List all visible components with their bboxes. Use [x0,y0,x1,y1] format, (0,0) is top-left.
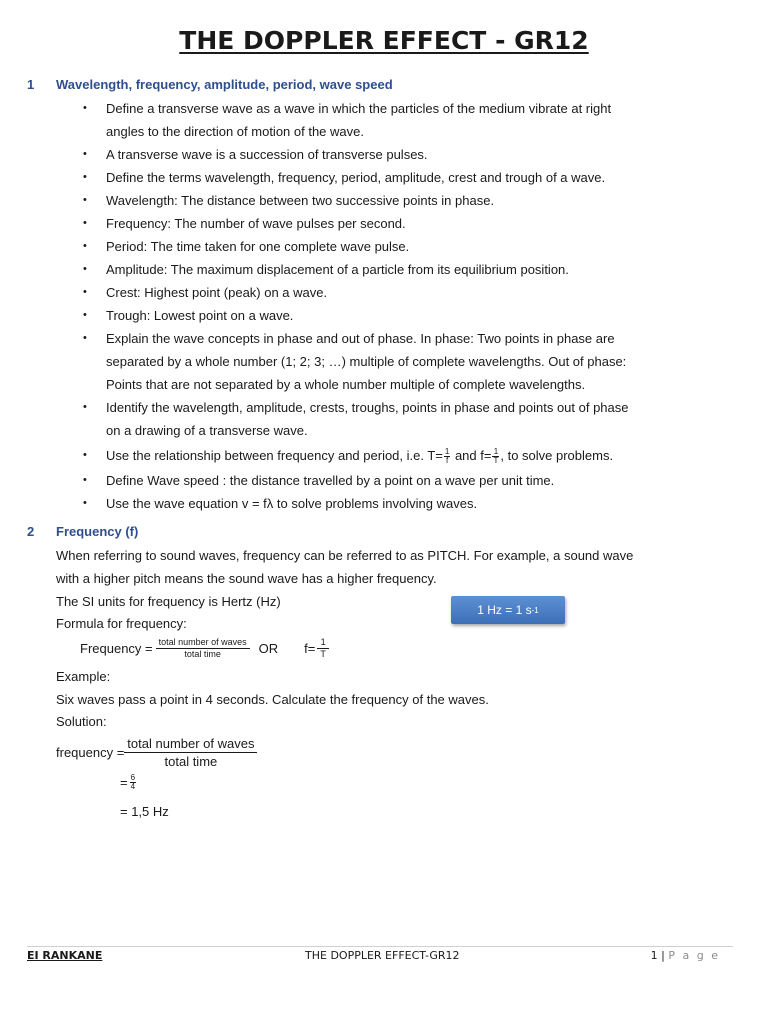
callout-exponent: -1 [531,605,539,615]
bullet-item [80,304,680,327]
frequency-formula [80,637,329,660]
solution-step-2-fraction [130,774,136,791]
solution-step-2-eq: = [120,775,128,790]
relationship-mid: and f= [451,448,492,463]
footer-page-indicator [651,949,720,962]
section-1-number: 1 [27,77,35,92]
page-number: 1 [650,949,658,962]
bullet-text: A transverse wave is a succession of transverse pulses. [106,147,428,162]
bullet-item [80,258,680,281]
section-2-number: 2 [27,524,35,539]
bullet-item [80,396,680,419]
section-1-title: Wavelength, frequency, amplitude, period, wave speed [56,77,393,92]
fraction-denominator: 4 [130,782,136,791]
section-2-heading [27,524,138,539]
bullet-continuation [80,373,680,396]
bullet-text: Wavelength: The distance between two successive points in phase. [106,193,495,208]
solution-result: = 1,5 Hz [120,804,169,819]
bullet-text: Frequency: The number of wave pulses per second. [106,216,406,231]
bullet-item [80,166,680,189]
solution-lhs: frequency = [56,745,125,760]
fraction-1-over-T [492,448,499,465]
si-units-text: The SI units for frequency is Hertz (Hz) [56,594,281,609]
bullet-text: Points that are not separated by a whole number multiple of complete wavelengths. [106,377,586,392]
formula-fraction [156,637,250,660]
fraction-numerator: 1 [444,447,450,457]
solution-fraction [124,735,257,770]
bullet-item [80,235,680,258]
formula-or: OR [258,641,279,656]
pitch-paragraph-line-1: When referring to sound waves, frequency can be referred to as PITCH. For example, a sound wave [56,548,634,563]
callout-base-text: 1 Hz = 1 s [477,603,532,617]
bullet-continuation [80,120,680,143]
formula-label: Formula for frequency: [56,616,187,631]
bullet-text: on a drawing of a transverse wave. [106,423,308,438]
bullet-item [80,143,680,166]
bullet-item-relationship [80,442,680,469]
fraction-denominator: f [446,456,449,466]
bullet-text: angles to the direction of motion of the wave. [106,124,364,139]
bullet-continuation [80,350,680,373]
bullet-text: Identify the wavelength, amplitude, crests, troughs, points in phase and points out of phase [106,400,629,415]
example-text: Six waves pass a point in 4 seconds. Calculate the frequency of the waves. [56,692,489,707]
solution-numerator: total number of waves [124,735,257,753]
relationship-prefix: Use the relationship between frequency and period, i.e. T= [106,448,443,463]
page-separator: | [661,949,665,962]
formula-alt-denominator: T [320,649,326,659]
solution-step-1 [56,735,257,770]
bullet-text: Amplitude: The maximum displacement of a particle from its equilibrium position. [106,262,569,277]
bullet-item [80,492,680,515]
bullet-item [80,281,680,304]
formula-alt-fraction [317,637,329,660]
formula-alt-numerator: 1 [317,637,329,649]
fraction-1-over-f [444,448,450,465]
fraction-numerator: 1 [493,447,499,457]
hertz-callout-box [451,596,565,624]
solution-step-2 [120,774,137,791]
footer-author: EI RANKANE [27,949,103,962]
bullet-item [80,189,680,212]
formula-lhs: Frequency = [80,641,153,656]
bullet-item [80,327,680,350]
bullet-text: Define the terms wavelength, frequency, period, amplitude, crest and trough of a wave. [106,170,606,185]
page-title-text: THE DOPPLER EFFECT - GR12 [179,26,589,55]
bullet-text: Trough: Lowest point on a wave. [106,308,294,323]
relationship-suffix: , to solve problems. [500,448,614,463]
pitch-paragraph-line-2: with a higher pitch means the sound wave has a higher frequency. [56,571,437,586]
solution-label: Solution: [56,714,107,729]
fraction-numerator: 6 [130,773,136,782]
formula-alt-lhs: f= [304,641,316,656]
formula-numerator: total number of waves [156,637,250,649]
bullet-text: separated by a whole number (1; 2; 3; …) multiple of complete wavelengths. Out of phase: [106,354,627,369]
section-2-title: Frequency (f) [56,524,139,539]
bullet-text: Period: The time taken for one complete wave pulse. [106,239,410,254]
bullet-text: Explain the wave concepts in phase and out of phase. In phase: Two points in phase are [106,331,615,346]
bullet-continuation [80,419,680,442]
formula-denominator: total time [184,649,221,659]
bullet-item [80,97,680,120]
bullet-text: Crest: Highest point (peak) on a wave. [106,285,328,300]
bullet-item [80,212,680,235]
footer-divider [27,946,733,947]
page-title [0,26,768,55]
bullet-text: Use the wave equation v = fλ to solve problems involving waves. [106,496,478,511]
solution-denominator: total time [164,754,218,769]
bullet-text: Define Wave speed : the distance travelled by a point on a wave per unit time. [106,473,555,488]
page-word: P a g e [668,949,720,962]
footer-doc-title: THE DOPPLER EFFECT-GR12 [305,949,460,962]
example-label: Example: [56,669,111,684]
section-1-heading [27,77,393,92]
fraction-denominator: T [493,456,499,466]
bullet-item [80,469,680,492]
section-1-bullet-list [80,97,680,515]
bullet-text: Define a transverse wave as a wave in which the particles of the medium vibrate at right [106,101,612,116]
